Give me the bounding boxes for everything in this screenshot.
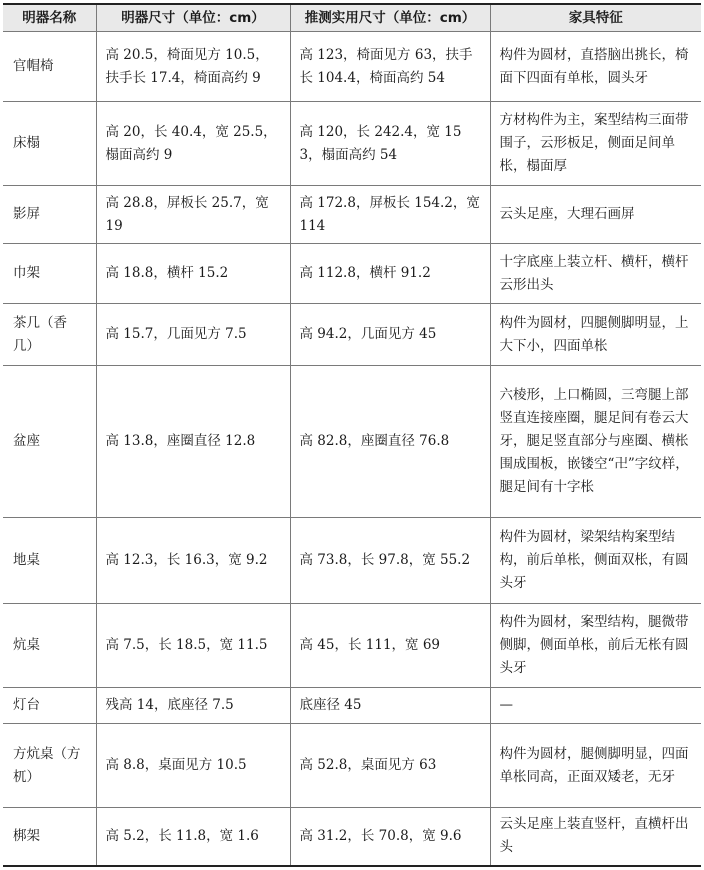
cell-name: 地桌 — [3, 518, 96, 604]
cell-features: 构件为圆材，直搭脑出挑长，椅面下四面有单枨，圆头牙 — [490, 32, 701, 102]
cell-name: 炕桌 — [3, 604, 96, 688]
cell-mingqi-size: 高 20，长 40.4，宽 25.5，榻面高约 9 — [96, 102, 290, 186]
cell-features: 云头足座，大理石画屏 — [490, 186, 701, 244]
cell-features: 构件为圆材，梁架结构案型结构，前后单枨，侧面双枨，有圆头牙 — [490, 518, 701, 604]
cell-mingqi-size: 高 8.8，桌面见方 10.5 — [96, 724, 290, 808]
cell-name: 盆座 — [3, 366, 96, 518]
table-row — [3, 808, 701, 866]
cell-actual-size: 高 94.2，几面见方 45 — [290, 304, 490, 366]
table-row — [3, 244, 701, 304]
cell-mingqi-size: 高 7.5，长 18.5，宽 11.5 — [96, 604, 290, 688]
cell-mingqi-size: 高 5.2，长 11.8，宽 1.6 — [96, 808, 290, 866]
cell-features: 构件为圆材，案型结构，腿微带侧脚，侧面单枨，前后无枨有圆头牙 — [490, 604, 701, 688]
cell-features: 构件为圆材，腿侧脚明显，四面单枨同高，正面双矮老，无牙 — [490, 724, 701, 808]
cell-mingqi-size: 残高 14，底座径 7.5 — [96, 688, 290, 724]
table-row — [3, 688, 701, 724]
cell-name: 灯台 — [3, 688, 96, 724]
cell-actual-size: 高 52.8，桌面见方 63 — [290, 724, 490, 808]
cell-name: 官帽椅 — [3, 32, 96, 102]
cell-actual-size: 高 45，长 111，宽 69 — [290, 604, 490, 688]
cell-features: 构件为圆材，四腿侧脚明显，上大下小，四面单枨 — [490, 304, 701, 366]
cell-name: 梆架 — [3, 808, 96, 866]
cell-mingqi-size: 高 15.7，几面见方 7.5 — [96, 304, 290, 366]
cell-actual-size: 高 73.8，长 97.8，宽 55.2 — [290, 518, 490, 604]
header-features: 家具特征 — [490, 4, 701, 32]
cell-name: 影屏 — [3, 186, 96, 244]
cell-actual-size: 高 123，椅面见方 63，扶手长 104.4，椅面高约 54 — [290, 32, 490, 102]
cell-mingqi-size: 高 20.5，椅面见方 10.5，扶手长 17.4，椅面高约 9 — [96, 32, 290, 102]
cell-mingqi-size: 高 12.3，长 16.3，宽 9.2 — [96, 518, 290, 604]
table-row — [3, 366, 701, 518]
table-row — [3, 186, 701, 244]
cell-features: 六棱形，上口椭圆，三弯腿上部竖直连接座圈，腿足间有卷云大牙，腿足竖直部分与座圈、横枨围成围板，嵌镂空“卍”字纹样，腿足间有十字枨 — [490, 366, 701, 518]
cell-features: 十字底座上装立杆、横杆，横杆云形出头 — [490, 244, 701, 304]
cell-mingqi-size: 高 18.8，横杆 15.2 — [96, 244, 290, 304]
cell-actual-size: 高 112.8，横杆 91.2 — [290, 244, 490, 304]
cell-actual-size: 高 172.8，屏板长 154.2，宽 114 — [290, 186, 490, 244]
cell-actual-size: 高 31.2，长 70.8，宽 9.6 — [290, 808, 490, 866]
table-row — [3, 604, 701, 688]
table-row — [3, 32, 701, 102]
cell-actual-size: 高 82.8，座圈直径 76.8 — [290, 366, 490, 518]
table-row — [3, 518, 701, 604]
cell-features: 方材构件为主，案型结构三面带围子，云形板足，侧面足间单枨，榻面厚 — [490, 102, 701, 186]
cell-actual-size: 底座径 45 — [290, 688, 490, 724]
cell-name: 方炕桌（方杌） — [3, 724, 96, 808]
table-row — [3, 102, 701, 186]
header-name: 明器名称 — [3, 4, 96, 32]
cell-mingqi-size: 高 13.8，座圈直径 12.8 — [96, 366, 290, 518]
table-row — [3, 724, 701, 808]
furniture-table — [3, 3, 701, 867]
header-actual-size: 推测实用尺寸（单位：cm） — [290, 4, 490, 32]
cell-name: 床榻 — [3, 102, 96, 186]
cell-features: 云头足座上装直竖杆，直横杆出头 — [490, 808, 701, 866]
cell-actual-size: 高 120，长 242.4，宽 153，榻面高约 54 — [290, 102, 490, 186]
cell-name: 巾架 — [3, 244, 96, 304]
header-mingqi-size: 明器尺寸（单位：cm） — [96, 4, 290, 32]
cell-mingqi-size: 高 28.8，屏板长 25.7，宽 19 — [96, 186, 290, 244]
cell-name: 茶几（香几） — [3, 304, 96, 366]
table-header-row — [3, 4, 701, 32]
table-row — [3, 304, 701, 366]
cell-features: — — [490, 688, 701, 724]
